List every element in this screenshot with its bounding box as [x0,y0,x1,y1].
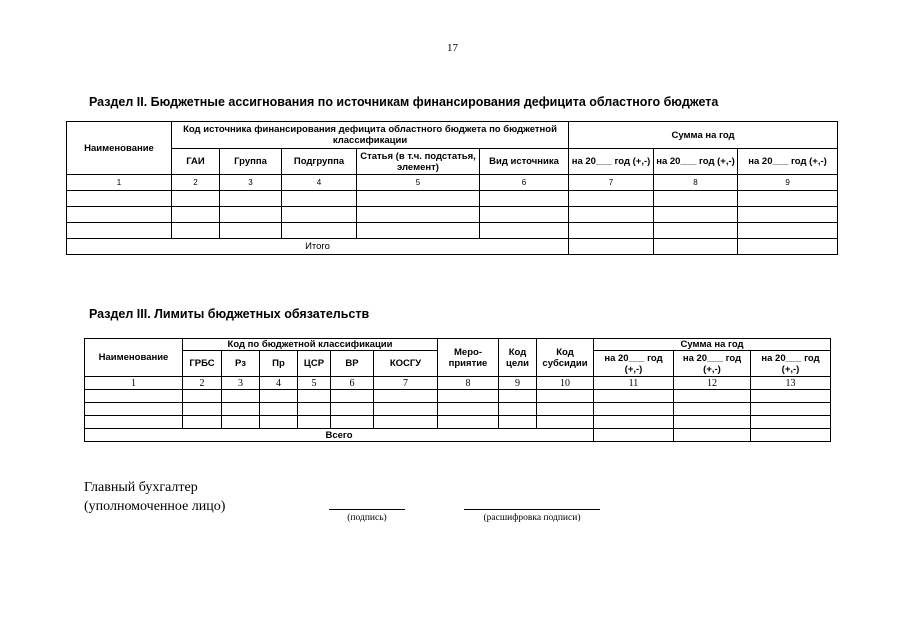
section2-title: Раздел II. Бюджетные ассигнования по источникам финансирования дефицита областного бюджета [89,95,719,109]
s3-col-target: Код цели [499,339,537,377]
s3-num-cell: 11 [594,377,674,390]
s3-col-rz: Рз [222,351,260,377]
s2-col-source-type: Вид источника [480,149,569,175]
s3-col-year-2: на 20___ год (+,-) [674,351,751,377]
s3-col-year-1: на 20___ год (+,-) [594,351,674,377]
signature-title [84,478,225,516]
s2-num-cell: 4 [282,175,357,191]
s2-col-year-2: на 20___ год (+,-) [654,149,738,175]
s3-num-cell: 9 [499,377,537,390]
s3-num-cell: 12 [674,377,751,390]
table-row [67,207,838,223]
s3-header-sum-group: Сумма на год [594,339,831,351]
signature-line-1: Главный бухгалтер [84,480,198,495]
table-row [85,403,831,416]
table-row [67,223,838,239]
s3-header-name: Наименование [85,339,183,377]
s3-col-pr: Пр [260,351,298,377]
s2-num-cell: 1 [67,175,172,191]
s3-num-cell: 8 [438,377,499,390]
s2-header-sum-group: Сумма на год [569,122,838,149]
s3-num-cell: 7 [374,377,438,390]
s2-col-gai: ГАИ [172,149,220,175]
s3-num-cell: 1 [85,377,183,390]
s2-col-subgroup: Подгруппа [282,149,357,175]
s3-num-cell: 3 [222,377,260,390]
s3-num-cell: 6 [331,377,374,390]
s3-col-subsidy: Код субсидии [537,339,594,377]
section3-table [84,338,831,442]
table-row [85,416,831,429]
table-row [85,390,831,403]
signature-decode-line [464,509,600,510]
signature-line-2: (уполномоченное лицо) [84,499,226,514]
table-row [67,191,838,207]
s2-col-article: Статья (в т.ч. подстатья, элемент) [357,149,480,175]
s3-num-cell: 10 [537,377,594,390]
s2-total-label: Итого [67,239,569,255]
s3-col-event: Меро-приятие [438,339,499,377]
s2-col-year-3: на 20___ год (+,-) [738,149,838,175]
s3-total-label: Всего [85,429,594,442]
s3-num-cell: 2 [183,377,222,390]
s2-num-cell: 7 [569,175,654,191]
s3-num-cell: 13 [751,377,831,390]
s3-num-cell: 5 [298,377,331,390]
s2-num-cell: 8 [654,175,738,191]
s3-col-year-3: на 20___ год (+,-) [751,351,831,377]
signature-decode-caption: (расшифровка подписи) [483,513,581,523]
s3-header-code-group: Код по бюджетной классификации [183,339,438,351]
signature-caption: (подпись) [347,513,387,523]
s2-num-cell: 6 [480,175,569,191]
s2-num-cell: 2 [172,175,220,191]
s2-col-year-1: на 20___ год (+,-) [569,149,654,175]
signature-field-line [329,509,405,510]
s2-header-code-group: Код источника финансирования дефицита областного бюджета по бюджетной классификации [172,122,569,149]
s2-header-name: Наименование [67,122,172,175]
section2-table [66,121,838,255]
s3-col-grbs: ГРБС [183,351,222,377]
s2-num-cell: 3 [220,175,282,191]
section3-title: Раздел III. Лимиты бюджетных обязательств [89,307,370,321]
page-number: 17 [447,42,458,54]
s3-col-kosgu: КОСГУ [374,351,438,377]
s2-num-cell: 9 [738,175,838,191]
s3-col-csr: ЦСР [298,351,331,377]
s2-num-cell: 5 [357,175,480,191]
s3-num-cell: 4 [260,377,298,390]
s2-col-group: Группа [220,149,282,175]
s3-col-vr: ВР [331,351,374,377]
